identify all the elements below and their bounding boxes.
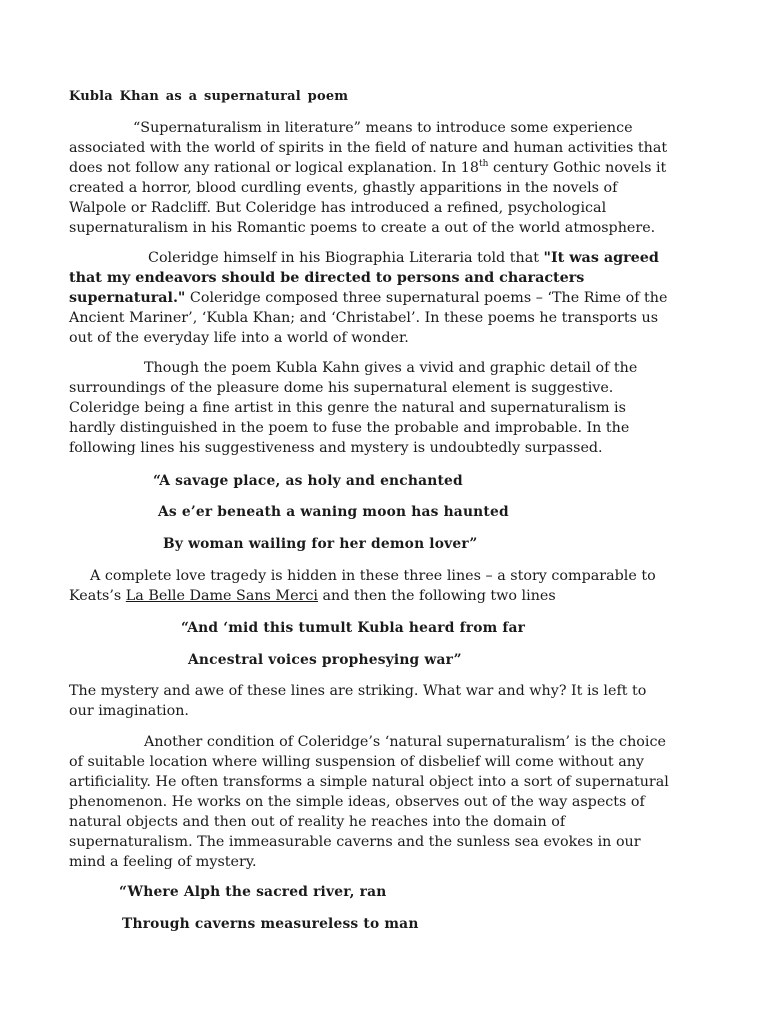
text-run: Coleridge himself in his Biographia Literaria told that [148, 250, 544, 266]
text-line: out of the everyday life into a world of wonder. [69, 330, 409, 346]
text-line: mind a feeling of mystery. [69, 854, 257, 870]
paragraph-mystery-awe [69, 681, 719, 721]
text-line: supernaturalism in his Romantic poems to create a out of the world atmosphere. [69, 220, 656, 236]
verse-line: Ancestral voices prophesying war” [188, 652, 462, 668]
text-line: associated with the world of spirits in the field of nature and human activities that [69, 140, 668, 156]
verse-line: By woman wailing for her demon lover” [163, 536, 478, 552]
quote-bold-line: that my endeavors should be directed to persons and characters [69, 270, 585, 286]
text-line: Ancient Mariner’, ‘Kubla Khan; and ‘Christabel’. In these poems he transports us [69, 310, 659, 326]
text-run: Coleridge composed three supernatural poems – ‘The Rime of the [185, 290, 668, 306]
text-line [69, 248, 719, 268]
verse-line: “A savage place, as holy and enchanted [153, 473, 463, 489]
text-line: “Supernaturalism in literature” means to introduce some experience [133, 120, 633, 136]
text-line: Coleridge being a fine artist in this genre the natural and supernaturalism is [69, 400, 626, 416]
text-run: century Gothic novels it [488, 160, 667, 176]
text-line [69, 158, 719, 178]
text-run: does not follow any rational or logical explanation. In 18 [69, 160, 479, 176]
verse-line: As e’er beneath a waning moon has haunted [158, 504, 509, 520]
text-line: Walpole or Radcliff. But Coleridge has introduced a refined, psychological [69, 200, 607, 216]
text-line [69, 586, 719, 606]
paragraph-biographia-literaria [69, 248, 719, 348]
paragraph-supernaturalism-definition [69, 118, 719, 238]
text-line: A complete love tragedy is hidden in these three lines – a story comparable to [90, 568, 656, 584]
document-title: Kubla Khan as a supernatural poem [69, 89, 349, 104]
quote-bold: "It was agreed [543, 250, 659, 266]
verse-line: “And ‘mid this tumult Kubla heard from far [181, 620, 526, 636]
text-run: Keats’s [69, 588, 126, 604]
verse-line: Through caverns measureless to man [122, 916, 419, 932]
text-line: of suitable location where willing suspension of disbelief will come without any [69, 754, 645, 770]
text-line: Though the poem Kubla Kahn gives a vivid and graphic detail of the [144, 360, 638, 376]
text-line: supernaturalism. The immeasurable caverns and the sunless sea evokes in our [69, 834, 641, 850]
text-line [69, 288, 719, 308]
paragraph-natural-supernaturalism [69, 732, 719, 872]
verse-line: “Where Alph the sacred river, ran [119, 884, 387, 900]
text-line: natural objects and then out of reality he reaches into the domain of [69, 814, 566, 830]
text-line: The mystery and awe of these lines are striking. What war and why? It is left to [69, 683, 647, 699]
text-line: Another condition of Coleridge’s ‘natural supernaturalism’ is the choice [144, 734, 666, 750]
text-line: hardly distinguished in the poem to fuse the probable and improbable. In the [69, 420, 630, 436]
superscript: th [478, 159, 489, 170]
text-line: our imagination. [69, 703, 189, 719]
text-line: created a horror, blood curdling events, ghastly apparitions in the novels of [69, 180, 618, 196]
paragraph-love-tragedy [69, 566, 719, 606]
text-run: and then the following two lines [317, 588, 556, 604]
text-line: following lines his suggestiveness and mystery is undoubtedly surpassed. [69, 440, 603, 456]
text-line: phenomenon. He works on the simple ideas, observes out of the way aspects of [69, 794, 645, 810]
underlined-title: La Belle Dame Sans Merci [125, 588, 318, 604]
paragraph-vivid-detail [69, 358, 719, 458]
quote-bold: supernatural." [69, 290, 186, 306]
text-line: surroundings of the pleasure dome his supernatural element is suggestive. [69, 380, 614, 396]
text-line: artificiality. He often transforms a simple natural object into a sort of supernatural [69, 774, 669, 790]
